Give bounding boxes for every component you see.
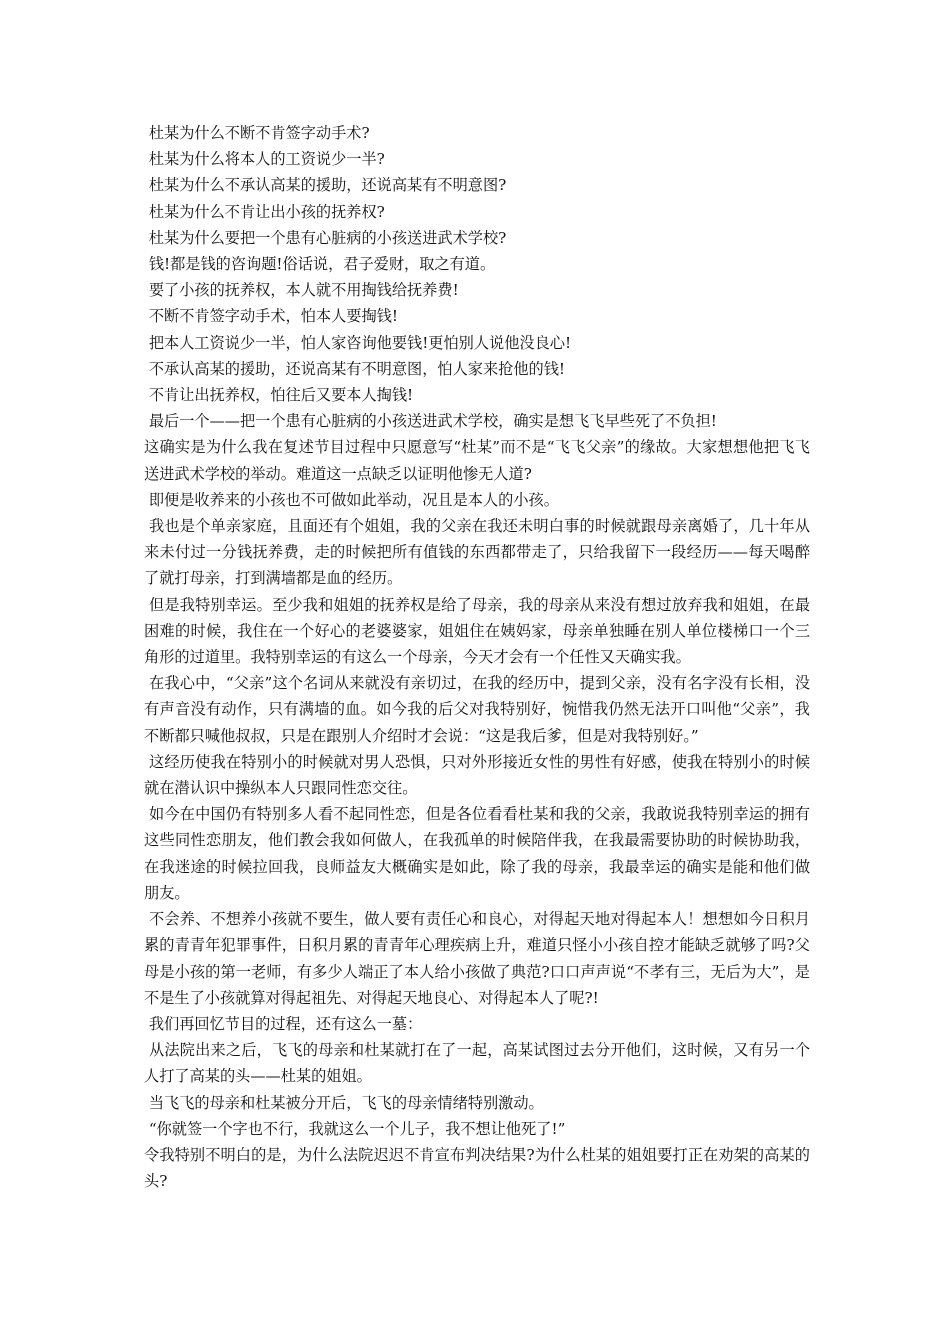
- paragraph: 最后一个——把一个患有心脏病的小孩送进武术学校，确实是想飞飞早些死了不负担!: [144, 412, 717, 431]
- paragraph: 这确实是为什么我在复述节目过程中只愿意写“杜某”而不是“飞飞父亲”的缘故。大家想想他把飞飞送进武术学校的举动。难道这一点缺乏以证明他惨无人道?: [144, 438, 810, 483]
- paragraph: 当飞飞的母亲和杜某被分开后，飞飞的母亲情绪特别激动。: [144, 1093, 544, 1112]
- paragraph: “你就签一个字也不行，我就这么一个儿子，我不想让他死了!”: [144, 1119, 566, 1138]
- paragraph: 即便是收养来的小孩也不可做如此举动，况且是本人的小孩。: [144, 490, 559, 509]
- paragraph: 杜某为什么不肯让出小孩的抚养权?: [144, 202, 385, 221]
- document-page: [144, 120, 810, 1194]
- paragraph: 但是我特别幸运。至少我和姐姐的抚养权是给了母亲，我的母亲从来没有想过放弃我和姐姐，在最困难的时候，我住在一个好心的老婆婆家，姐姐住在姨妈家，母亲单独睡在别人单位楼梯口一个三角形的过道里。我特别幸运的有这么一个母亲，今天才会有一个任性又天确实我。: [144, 595, 811, 667]
- paragraph: 不肯让出抚养权，怕往后又要本人掏钱!: [144, 386, 414, 405]
- paragraph: 在我心中，“父亲”这个名词从来就没有亲切过，在我的经历中，提到父亲，没有名字没有长相，没有声音没有动作，只有满墙的血。如今我的后父对我特别好，惋惜我仍然无法开口叫他“父亲”，我不断都只喊他叔叔，只是在跟别人介绍时才会说：“这是我后爹，但是对我特别好。”: [144, 674, 811, 745]
- paragraph: 我也是个单亲家庭，且面还有个姐姐，我的父亲在我还未明白事的时候就跟母亲离婚了，几十年从来未付过一分钱抚养费，走的时候把所有值钱的东西都带走了，只给我留下一段经历——每天喝醉了就打母亲，打到满墙都是血的经历。: [144, 517, 811, 588]
- paragraph: 不会养、不想养小孩就不要生，做人要有责任心和良心，对得起天地对得起本人！想想如今日积月累的青青年犯罪事件，日积月累的青青年心理疾病上升，难道只怪小小孩自控才能缺乏就够了吗?父母是小孩的第一老师，有多少人端正了本人给小孩做了典范?口口声声说“不孝有三，无后为大”，是不是生了小孩就算对得起祖先、对得起天地良心、对得起本人了呢?!: [144, 910, 811, 1007]
- paragraph: 杜某为什么不承认高某的援助，还说高某有不明意图?: [144, 176, 507, 195]
- paragraph: 不断不肯签字动手术，怕本人要掏钱!: [144, 307, 398, 326]
- paragraph: 令我特别不明白的是，为什么法院迟迟不肯宣布判决结果?为什么杜某的姐姐要打正在劝架的高某的头?: [144, 1145, 810, 1191]
- paragraph: 如今在中国仍有特别多人看不起同性恋，但是各位看看杜某和我的父亲，我敢说我特别幸运的拥有这些同性恋朋友，他们教会我如何做人，在我孤单的时候陪伴我，在我最需要协助的时候协助我，在我迷途的时候拉回我，良师益友大概确实是如此，除了我的母亲，我最幸运的确实是能和他们做朋友。: [144, 805, 811, 902]
- paragraph: 杜某为什么不断不肯签字动手术?: [144, 124, 370, 142]
- paragraph: 杜某为什么将本人的工资说少一半?: [144, 150, 385, 169]
- paragraph: 把本人工资说少一半，怕人家咨询他要钱!更怕别人说他没良心!: [144, 333, 572, 352]
- paragraph: 我们再回忆节目的过程，还有这么一墓：: [144, 1014, 423, 1033]
- paragraph: 要了小孩的抚养权，本人就不用掏钱给抚养费!: [144, 281, 459, 300]
- paragraph: 从法院出来之后，飞飞的母亲和杜某就打在了一起，高某试图过去分开他们，这时候，又有另一个人打了高某的头——杜某的姐姐。: [144, 1041, 811, 1086]
- paragraph: 这经历使我在特别小的时候就对男人恐惧，只对外形接近女性的男性有好感，使我在特别小的时候就在潜认识中操纵本人只跟同性恋交往。: [144, 752, 811, 798]
- paragraph: 杜某为什么要把一个患有心脏病的小孩送进武术学校?: [144, 228, 507, 247]
- paragraph: 钱!都是钱的咨询题!俗话说，君子爱财，取之有道。: [144, 255, 496, 274]
- paragraph: 不承认高某的援助，还说高某有不明意图，怕人家来抢他的钱!: [144, 359, 565, 378]
